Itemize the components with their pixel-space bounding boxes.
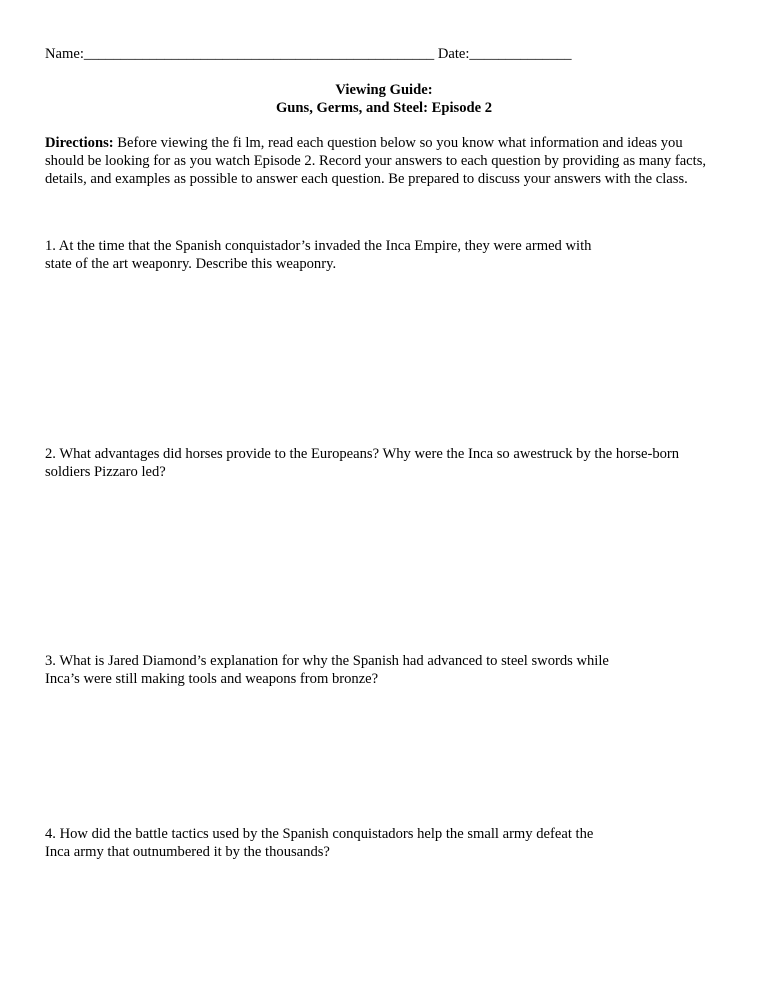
- question-3-line-1: 3. What is Jared Diamond’s explanation for why the Spanish had advanced to steel swords while: [45, 653, 609, 669]
- question-3: [45, 652, 725, 688]
- question-4-line-1: 4. How did the battle tactics used by the Spanish conquistadors help the small army defeat the: [45, 826, 594, 842]
- worksheet-title: [0, 81, 768, 117]
- question-4-line-2: Inca army that outnumbered it by the thousands?: [45, 844, 330, 860]
- question-2: [45, 445, 725, 481]
- date-label: Date:: [437, 46, 470, 62]
- title-line-1: Viewing Guide:: [335, 82, 433, 98]
- question-1: [45, 237, 725, 273]
- question-1-line-1: 1. At the time that the Spanish conquistador’s invaded the Inca Empire, they were armed with: [45, 238, 592, 254]
- question-4: [45, 825, 725, 861]
- question-2-line-2: soldiers Pizzaro led?: [45, 464, 166, 480]
- name-date-line: [45, 45, 572, 63]
- question-2-line-1: 2. What advantages did horses provide to the Europeans? Why were the Inca so awestruck by the horse-born: [45, 446, 680, 462]
- directions-paragraph: [45, 134, 725, 188]
- title-line-2: Guns, Germs, and Steel: Episode 2: [275, 100, 493, 116]
- question-1-line-2: state of the art weaponry. Describe this weaponry.: [45, 256, 337, 272]
- date-blank: ______________: [469, 46, 572, 62]
- name-blank: ________________________________________________: [83, 46, 435, 62]
- name-label: Name:: [45, 46, 84, 62]
- directions-label: Directions:: [45, 135, 114, 151]
- question-3-line-2: Inca’s were still making tools and weapons from bronze?: [45, 671, 379, 687]
- directions-text: Before viewing the fi lm, read each question below so you know what information and ideas you should be looking for as you watch Episode 2. Record your answers to each question by providing as many facts, details, and examples as possible to answer each question. Be prepared to discuss your answers with the class.: [45, 135, 707, 187]
